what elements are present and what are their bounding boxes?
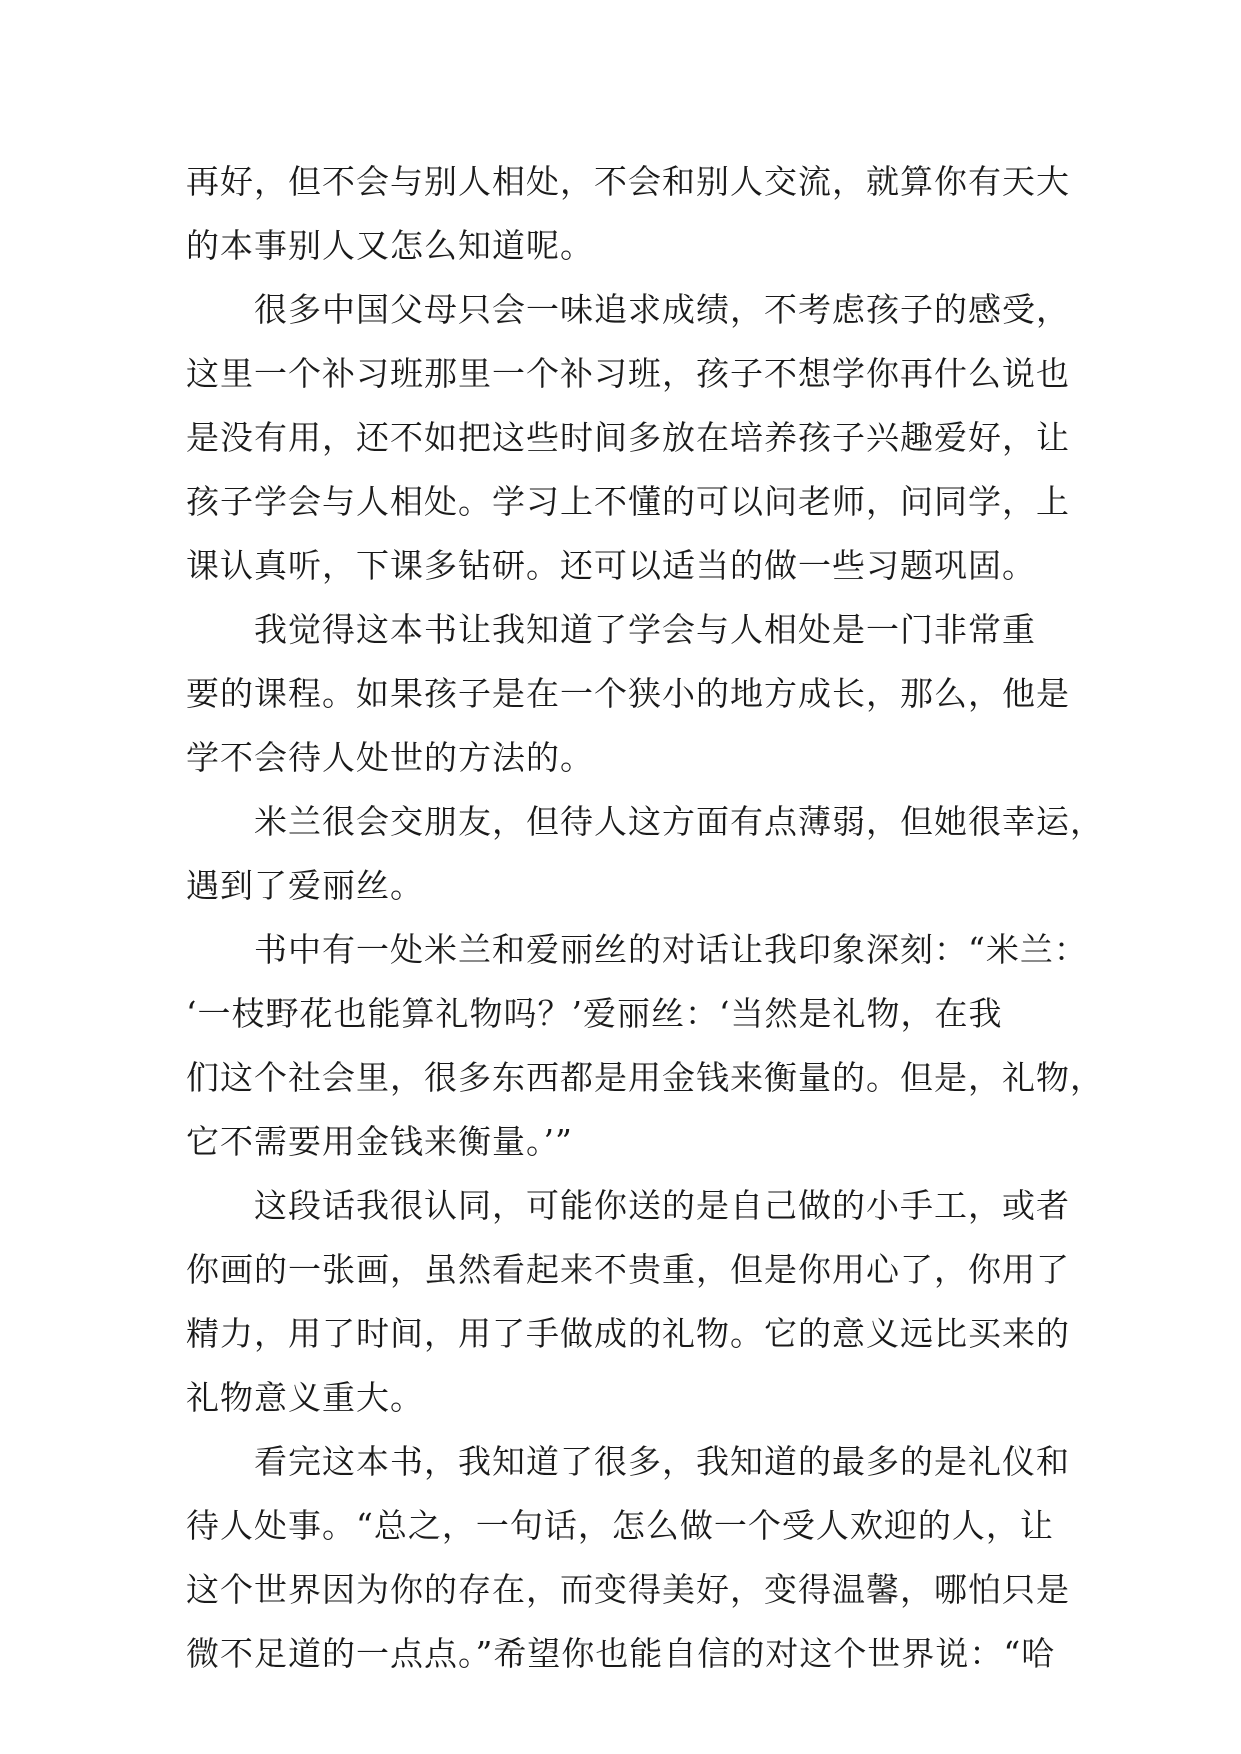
text-line: 这个世界因为你的存在，而变得美好，变得温馨，哪怕只是 bbox=[186, 1570, 1070, 1609]
paragraph-1 bbox=[186, 150, 1070, 278]
text-line: 米兰很会交朋友，但待人这方面有点薄弱，但她很幸运， bbox=[186, 802, 1104, 841]
text-line: 们这个社会里，很多东西都是用金钱来衡量的。但是，礼物， bbox=[186, 1058, 1104, 1097]
paragraph-2 bbox=[186, 278, 1070, 598]
text-line: 再好，但不会与别人相处，不会和别人交流，就算你有天大 bbox=[186, 162, 1070, 201]
text-line: 我觉得这本书让我知道了学会与人相处是一门非常重 bbox=[186, 610, 1036, 649]
text-line: 待人处事。“总之，一句话，怎么做一个受人欢迎的人，让 bbox=[186, 1506, 1054, 1545]
text-line: 礼物意义重大。 bbox=[186, 1378, 424, 1417]
text-line: 看完这本书，我知道了很多，我知道的最多的是礼仪和 bbox=[186, 1442, 1070, 1481]
text-line: 这段话我很认同，可能你送的是自己做的小手工，或者 bbox=[186, 1186, 1070, 1225]
text-line: 是没有用，还不如把这些时间多放在培养孩子兴趣爱好，让 bbox=[186, 418, 1070, 457]
text-line: 微不足道的一点点。”希望你也能自信的对这个世界说：“哈 bbox=[186, 1634, 1056, 1673]
paragraph-7 bbox=[186, 1430, 1070, 1686]
text-line: 很多中国父母只会一味追求成绩，不考虑孩子的感受， bbox=[186, 290, 1070, 329]
text-line: 的本事别人又怎么知道呢。 bbox=[186, 226, 594, 265]
document-body bbox=[186, 150, 1104, 1686]
paragraph-6 bbox=[186, 1174, 1070, 1430]
text-line: 遇到了爱丽丝。 bbox=[186, 866, 424, 905]
text-line: 这里一个补习班那里一个补习班，孩子不想学你再什么说也 bbox=[186, 354, 1070, 393]
text-line: 它不需要用金钱来衡量。’” bbox=[186, 1122, 573, 1161]
paragraph-5 bbox=[186, 918, 1104, 1174]
text-line: 你画的一张画，虽然看起来不贵重，但是你用心了，你用了 bbox=[186, 1250, 1070, 1289]
text-line: 学不会待人处世的方法的。 bbox=[186, 738, 594, 777]
text-line: 书中有一处米兰和爱丽丝的对话让我印象深刻：“米兰： bbox=[186, 930, 1088, 969]
paragraph-4 bbox=[186, 790, 1104, 918]
text-line: 要的课程。如果孩子是在一个狭小的地方成长，那么，他是 bbox=[186, 674, 1070, 713]
text-line: ‘一枝野花也能算礼物吗？’爱丽丝：‘当然是礼物，在我 bbox=[186, 994, 1003, 1033]
text-line: 精力，用了时间，用了手做成的礼物。它的意义远比买来的 bbox=[186, 1314, 1070, 1353]
text-line: 课认真听，下课多钻研。还可以适当的做一些习题巩固。 bbox=[186, 546, 1036, 585]
text-line: 孩子学会与人相处。学习上不懂的可以问老师，问同学，上 bbox=[186, 482, 1070, 521]
paragraph-3 bbox=[186, 598, 1070, 790]
